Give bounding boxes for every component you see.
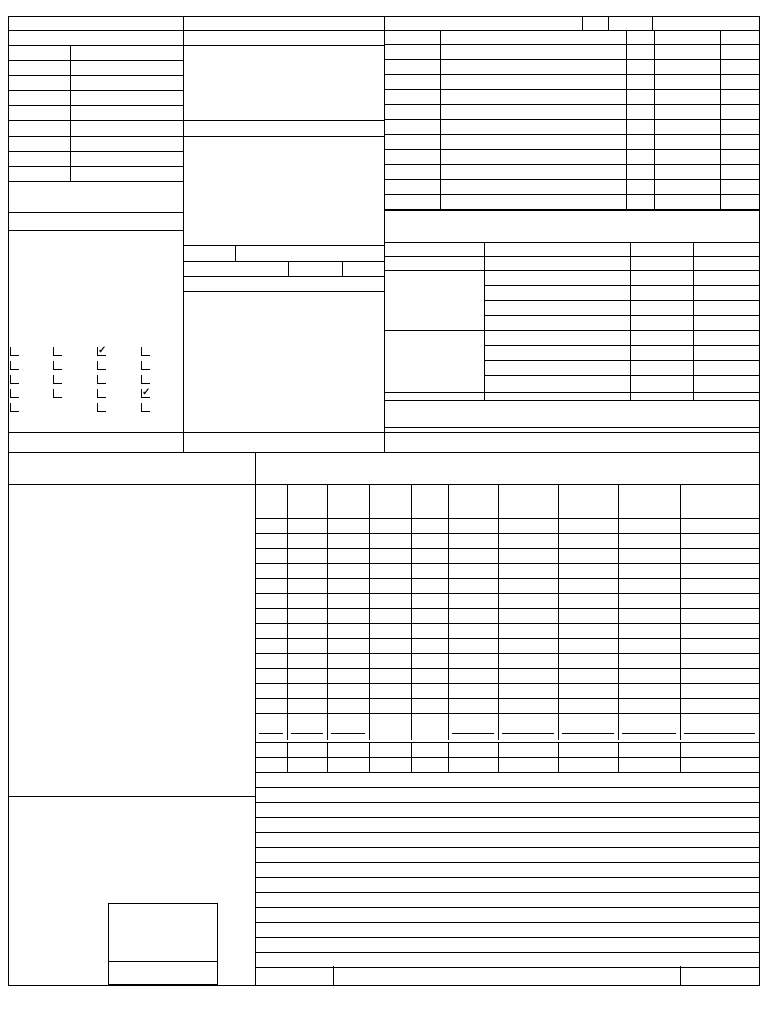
land-col-rule (680, 484, 681, 740)
land-col-rule (448, 484, 449, 740)
transfer-row-rule (384, 74, 759, 75)
owner-address-top-rule (183, 120, 384, 121)
influence-rule (108, 961, 218, 962)
acreage-dash (452, 733, 494, 734)
transfer-row-rule (384, 119, 759, 120)
land-col-rule (558, 742, 559, 772)
land-row-rule (255, 563, 759, 564)
land-bottom-rule (384, 330, 759, 331)
land-row-rule (255, 937, 759, 938)
acreage-dash (502, 733, 554, 734)
acreage-dash (259, 733, 283, 734)
right-border (759, 16, 760, 452)
parcel-row-rule (8, 30, 183, 31)
transfer-row-rule (384, 89, 759, 90)
lower-right-border (759, 452, 760, 986)
land-row-rule (255, 533, 759, 534)
total-top-rule (384, 400, 759, 401)
land-row-rule (255, 578, 759, 579)
ownership-header-rule (183, 30, 384, 31)
imp-bottom-rule (384, 392, 759, 393)
parcel-row-rule (8, 151, 183, 152)
parcel-row-rule (8, 166, 183, 167)
feature-checkbox[interactable] (10, 375, 19, 384)
acreage-dash (562, 733, 614, 734)
land-row-rule (255, 832, 759, 833)
feature-checkbox[interactable] (141, 403, 150, 412)
col-divider-1 (183, 16, 184, 452)
parcel-row-rule (8, 105, 183, 106)
land-row-rule (255, 967, 759, 968)
land-row-rule (255, 638, 759, 639)
assessment-year-rule (384, 256, 759, 257)
lower-top-border (8, 452, 759, 453)
land-row-rule (255, 668, 759, 669)
transfer-row-rule (384, 104, 759, 105)
land-row-rule (255, 742, 759, 743)
transfer-row-rule (384, 134, 759, 135)
memorandum-rule (8, 484, 255, 485)
land-row-rule (255, 787, 759, 788)
account-top-rule (183, 245, 384, 246)
valuation-col-2017 (630, 242, 631, 400)
col-divider-2 (384, 16, 385, 452)
land-row-rule (255, 698, 759, 699)
valuation-col-2016 (693, 242, 694, 400)
transfer-row-rule (384, 179, 759, 180)
transfer-bottom-rule (384, 210, 759, 211)
land-col-rule (498, 484, 499, 740)
transfer-row-rule (384, 194, 759, 195)
feature-checkbox[interactable] (141, 361, 150, 370)
acreage-dash (622, 733, 676, 734)
valuation-label-col (484, 242, 485, 400)
feature-checkbox[interactable] (53, 389, 62, 398)
feature-checkbox[interactable] (97, 389, 106, 398)
feature-checkbox[interactable] (10, 403, 19, 412)
land-row-rule (255, 892, 759, 893)
feature-checkbox[interactable] (10, 361, 19, 370)
feature-checkbox[interactable] (53, 347, 62, 356)
transfer-row-rule (384, 59, 759, 60)
land-row-rule (255, 907, 759, 908)
feature-checkbox[interactable] (53, 361, 62, 370)
land-col-rule (369, 484, 370, 740)
valuation-top-rule (384, 242, 759, 243)
total-land-divider (680, 966, 681, 985)
land-row-rule (255, 802, 759, 803)
land-type-top-rule (8, 796, 255, 797)
feature-checkbox[interactable] (141, 375, 150, 384)
land-row-rule (255, 922, 759, 923)
land-col-rule (287, 484, 288, 740)
land-col-rule (498, 742, 499, 772)
land-col-rule (558, 484, 559, 740)
lower-bottom-border (8, 985, 759, 986)
land-row-rule (255, 757, 759, 758)
land-col-rule (618, 484, 619, 740)
land-row-rule (255, 623, 759, 624)
acreage-dash (684, 733, 755, 734)
land-row-rule (255, 713, 759, 714)
book-divider (288, 261, 289, 276)
page-divider (342, 261, 343, 276)
land-row-rule (484, 285, 759, 286)
land-col-rule (369, 742, 370, 772)
land-row-rule (255, 952, 759, 953)
land-col-rule (618, 742, 619, 772)
land-header-rule (255, 518, 759, 519)
land-row-rule (255, 683, 759, 684)
land-col-rule (680, 742, 681, 772)
parcel-row-rule (8, 75, 183, 76)
land-col-rule (411, 484, 412, 740)
check-mark-icon: ✓ (98, 345, 107, 356)
legal-rule (183, 291, 384, 292)
land-row-rule (255, 772, 759, 773)
total-bottom-rule (384, 427, 759, 428)
land-row-rule (484, 270, 759, 271)
land-row-rule (255, 817, 759, 818)
land-row-rule (255, 653, 759, 654)
influence-factors-box (108, 903, 218, 985)
land-title-rule (255, 484, 759, 485)
land-row-rule (484, 315, 759, 316)
total-acreage-divider (333, 966, 334, 985)
land-row-rule (255, 608, 759, 609)
parcel-row-rule (8, 90, 183, 91)
feature-checkbox[interactable] (10, 347, 19, 356)
land-row-rule (255, 548, 759, 549)
transfer-row-rule (384, 44, 759, 45)
land-col-rule (411, 742, 412, 772)
left-border (8, 16, 9, 452)
land-row-rule (484, 300, 759, 301)
card-divider (652, 16, 653, 30)
transfer-col-valid (626, 30, 627, 210)
transfer-col-amount (654, 30, 655, 210)
feature-checkbox[interactable] (97, 375, 106, 384)
parcel-row-rule (8, 120, 183, 121)
year-divider (582, 16, 583, 30)
parcel-row-rule (8, 60, 183, 61)
imp-row-rule (484, 360, 759, 361)
transfer-row-rule (384, 149, 759, 150)
owner-name-rule (183, 45, 384, 46)
account-divider (235, 245, 236, 261)
parcel-label-divider (70, 45, 71, 182)
land-col-rule (327, 742, 328, 772)
transfer-row-rule (384, 164, 759, 165)
feature-checkbox[interactable] (97, 403, 106, 412)
property-address-rule (8, 212, 183, 213)
acreage-dash (291, 733, 323, 734)
feature-checkbox[interactable] (97, 361, 106, 370)
acreage-dash (331, 733, 365, 734)
land-col-rule (287, 742, 288, 772)
check-mark-icon: ✓ (142, 387, 151, 398)
lower-left-border (8, 452, 9, 986)
owner-address-rule (183, 136, 384, 137)
parcel-row-rule (8, 136, 183, 137)
land-col-rule (327, 484, 328, 740)
imp-row-rule (484, 345, 759, 346)
land-col-rule (448, 742, 449, 772)
transfer-header-rule (384, 30, 759, 31)
imp-row-rule (484, 375, 759, 376)
book-rule (183, 276, 384, 277)
feature-checkbox[interactable] (10, 389, 19, 398)
land-row-rule (255, 877, 759, 878)
land-row-rule (255, 847, 759, 848)
parcel-row-rule (8, 181, 183, 182)
transfer-col-type (720, 30, 721, 210)
year-value-divider (608, 16, 609, 30)
feature-checkbox[interactable] (53, 375, 62, 384)
subclass-top-rule (8, 432, 759, 433)
transfer-col-date (440, 30, 441, 210)
account-rule (183, 261, 384, 262)
land-row-rule (255, 593, 759, 594)
property-address-sub-rule (8, 230, 183, 231)
feature-checkbox[interactable] (141, 347, 150, 356)
land-row-rule (255, 862, 759, 863)
parcel-row-rule (8, 45, 183, 46)
